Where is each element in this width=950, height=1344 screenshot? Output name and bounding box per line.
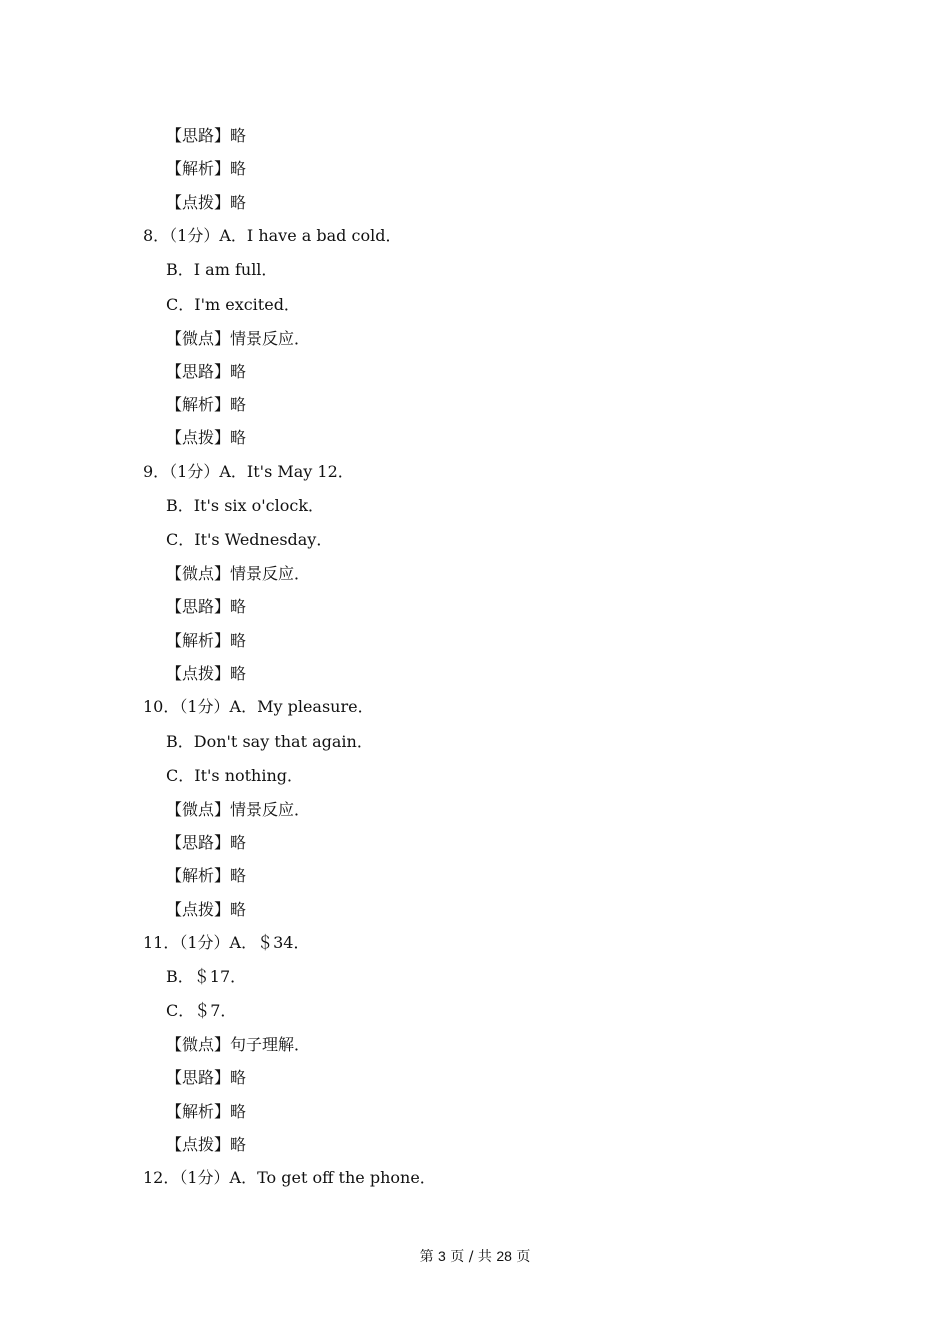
question-9-point: 【微点】情景反应．	[166, 564, 311, 583]
question-10-option-c: C．It's nothing．	[166, 766, 304, 785]
question-10-analysis: 【解析】略	[166, 866, 247, 885]
footer-prefix: 第	[419, 1249, 434, 1265]
question-9: 9．（1分）A．It's May 12．	[143, 462, 354, 481]
question-8-option-c: C．I'm excited．	[166, 295, 300, 314]
footer-current-page: 3	[438, 1248, 446, 1264]
question-10: 10．（1分）A．My pleasure．	[143, 697, 374, 716]
footer-middle: 页 / 共	[450, 1249, 492, 1265]
question-8-hint: 【思路】略	[166, 362, 247, 381]
question-9-option-b: B．It's six o'clock．	[166, 496, 325, 515]
question-11-option-b: B．＄17．	[166, 967, 247, 986]
question-9-option-c: C．It's Wednesday．	[166, 530, 333, 549]
question-9-analysis: 【解析】略	[166, 631, 247, 650]
footer-total-pages: 28	[496, 1248, 512, 1264]
analysis-line: 【解析】略	[166, 159, 247, 178]
question-9-hint: 【思路】略	[166, 597, 247, 616]
question-8-analysis: 【解析】略	[166, 395, 247, 414]
question-8-option-b: B．I am full．	[166, 260, 278, 279]
question-11-hint: 【思路】略	[166, 1068, 247, 1087]
question-10-option-b: B．Don't say that again．	[166, 732, 373, 751]
question-11-option-c: C．＄7．	[166, 1001, 237, 1020]
question-9-tip: 【点拨】略	[166, 664, 247, 683]
question-11-tip: 【点拨】略	[166, 1135, 247, 1154]
tip-line: 【点拨】略	[166, 193, 247, 212]
footer-suffix: 页	[516, 1249, 531, 1265]
question-10-hint: 【思路】略	[166, 833, 247, 852]
question-11-analysis: 【解析】略	[166, 1102, 247, 1121]
question-11-point: 【微点】句子理解．	[166, 1035, 311, 1054]
question-10-point: 【微点】情景反应．	[166, 800, 311, 819]
hint-line: 【思路】略	[166, 126, 247, 145]
question-8-tip: 【点拨】略	[166, 428, 247, 447]
page-footer	[0, 1247, 950, 1266]
question-8-point: 【微点】情景反应．	[166, 329, 311, 348]
question-8: 8．（1分）A．I have a bad cold．	[143, 226, 402, 245]
question-12: 12．（1分）A．To get off the phone．	[143, 1168, 436, 1187]
question-10-tip: 【点拨】略	[166, 900, 247, 919]
question-11: 11．（1分）A．＄34．	[143, 933, 310, 952]
